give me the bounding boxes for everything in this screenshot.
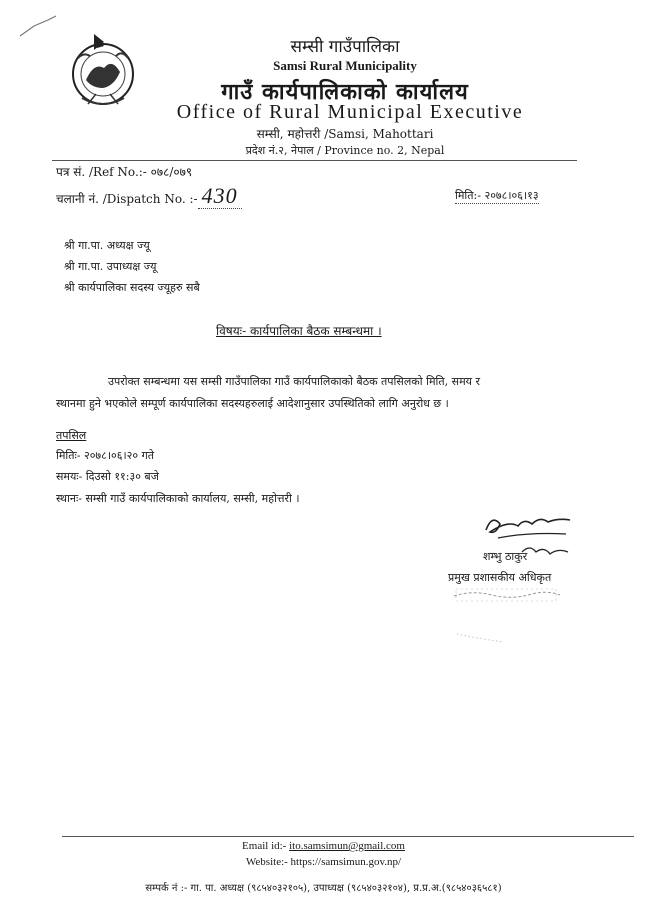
office-address: सम्सी, महोत्तरी /Samsi, Mahottari <box>256 127 434 141</box>
office-province: प्रदेश नं.२, नेपाल / Province no. 2, Nepal <box>245 144 445 157</box>
ref-value: ०७८/०७९ <box>150 165 193 179</box>
faded-stamp <box>452 586 562 604</box>
ref-label: पत्र सं. /Ref No.:- <box>56 165 151 179</box>
footer-website[interactable]: Website:- https://samsimun.gov.np/ <box>245 856 402 868</box>
office-name-english: Office of Rural Municipal Executive <box>176 101 524 123</box>
nepal-emblem-icon <box>64 28 142 112</box>
office-name-nepali: गाउँ कार्यपालिकाको कार्यालय <box>221 79 469 105</box>
ref-number <box>56 163 192 180</box>
body-line: स्थानमा हुने भएकोले सम्पूर्ण कार्यपालिका सदस्यहरुलाई आदेशानुसार उपस्थितिको लागि अनुरोध छ । <box>56 397 449 410</box>
recipient-line: श्री गा.पा. अध्यक्ष ज्यू <box>64 239 150 252</box>
email-label: Email id:- <box>242 840 290 852</box>
footer-email <box>0 840 647 852</box>
municipality-name-english: Samsi Rural Municipality <box>273 58 417 73</box>
signatory-title: प्रमुख प्रशासकीय अधिकृत <box>448 571 552 584</box>
dispatch-value: 430 <box>198 183 242 209</box>
meeting-time: समयः- दिउसो ११:३० बजे <box>56 470 159 483</box>
letter-date <box>455 188 539 204</box>
signatory-name: शम्भु ठाकुर <box>483 550 528 563</box>
body-line: उपरोक्त सम्बन्धमा यस सम्सी गाउँपालिका गाउँ कार्यपालिकाको बैठक तपसिलको मिति, समय र <box>108 375 481 388</box>
dispatch-label: चलानी नं. /Dispatch No. :- <box>56 192 198 206</box>
recipient-line: श्री कार्यपालिका सदस्य ज्यूहरु सबै <box>64 281 200 294</box>
meeting-place: स्थानः- सम्सी गाउँ कार्यपालिकाको कार्यालय, सम्सी, महोत्तरी । <box>56 492 300 505</box>
scan-mark-icon <box>18 14 58 38</box>
date-label: मिति:- <box>455 189 485 202</box>
email-link[interactable]: ito.samsimun@gmail.com <box>289 840 405 852</box>
footer-divider <box>62 836 634 837</box>
date-value: २०७८।०६।१३ <box>484 189 539 202</box>
details-heading: तपसिल <box>56 429 87 442</box>
footer-contacts: सम्पर्क नं :- गा. पा. अध्यक्ष (९८५४०३२१०५), उपाध्यक्ष (९८५४०३२१०४), प्र.प्र.अ.(९८५४०३६५८१) <box>145 883 502 894</box>
recipient-line: श्री गा.पा. उपाध्यक्ष ज्यू <box>64 260 157 273</box>
scan-speckle <box>455 630 505 644</box>
meeting-date: मितिः- २०७८।०६।२० गते <box>56 449 155 462</box>
municipality-name-nepali: सम्सी गाउँपालिका <box>290 37 400 57</box>
header-divider <box>52 160 577 161</box>
letter-subject: विषयः- कार्यपालिका बैठक सम्बन्धमा । <box>216 324 382 338</box>
dispatch-number <box>56 183 242 209</box>
